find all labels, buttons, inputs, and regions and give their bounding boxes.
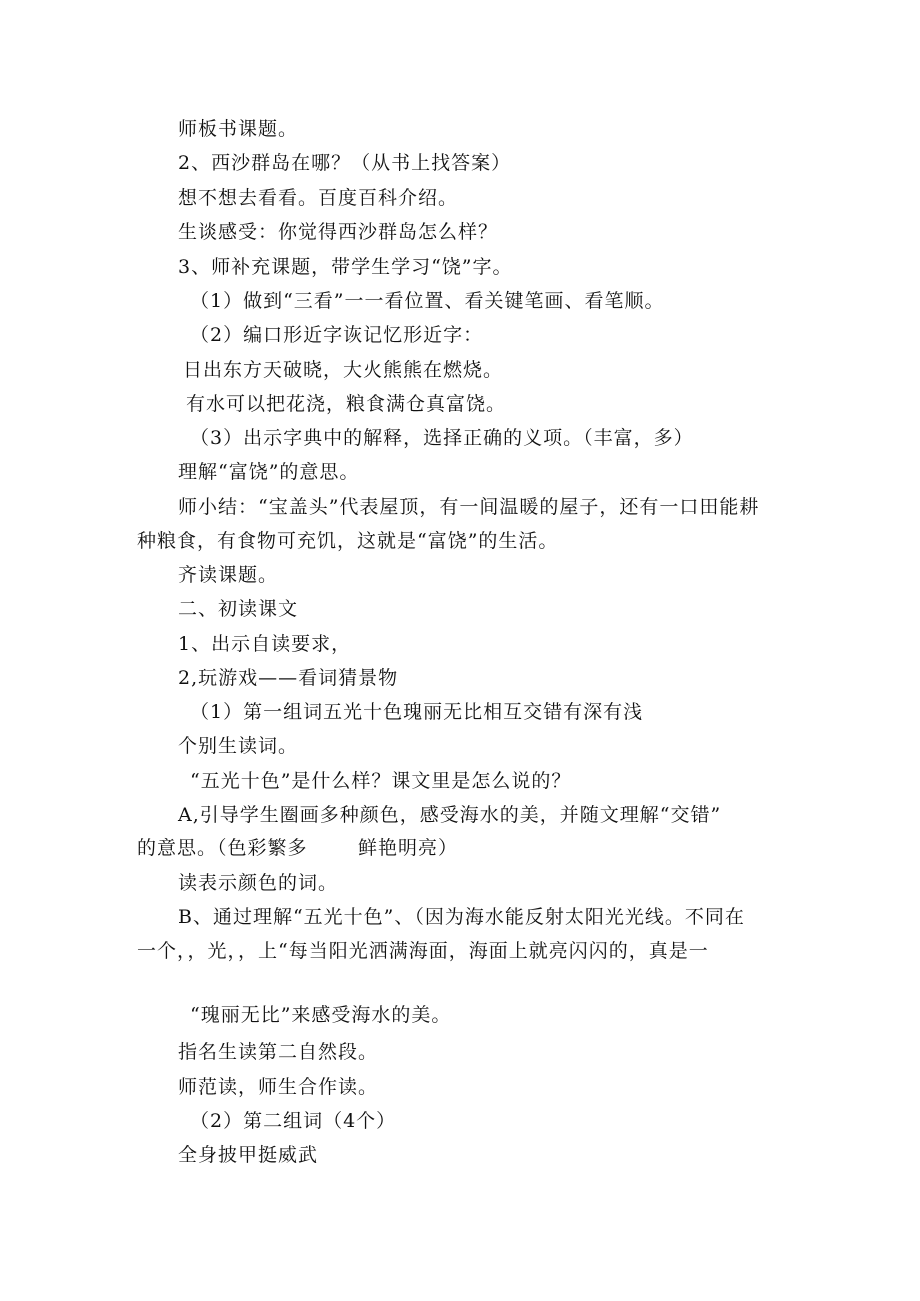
text-line: 的意思。（色彩繁多 bbox=[137, 837, 308, 859]
text-line: 师范读，师生合作读。 bbox=[178, 1076, 379, 1098]
text-line: 2,玩游戏——看词猜景物 bbox=[178, 667, 399, 689]
text-line: “瑰丽无比”来感受海水的美。 bbox=[190, 1004, 452, 1026]
text-line: 个别生读词。 bbox=[178, 735, 299, 757]
text-line: 二、初读课文 bbox=[178, 598, 299, 620]
text-line: B、通过理解“五光十色”、（因为海水能反射太阳光光线。不同在 bbox=[178, 906, 745, 928]
text-line: 齐读课题。 bbox=[178, 564, 279, 586]
text-line: 读表示颜色的词。 bbox=[178, 872, 339, 894]
text-line: “五光十色”是什么样？课文里是怎么说的？ bbox=[190, 770, 572, 792]
text-line: 3、师补充课题，带学生学习“饶”字。 bbox=[178, 256, 513, 278]
text-line: 种粮食，有食物可充饥，这就是“富饶”的生活。 bbox=[137, 530, 559, 552]
text-line: 1、出示自读要求， bbox=[178, 633, 352, 655]
text-line: （1）第一组词五光十色瑰丽无比相互交错有深有浅 bbox=[190, 701, 644, 723]
text-line: （3）出示字典中的解释，选择正确的义项。（丰富，多） bbox=[190, 427, 694, 449]
text-line: （2）第二组词（4个） bbox=[190, 1110, 397, 1132]
text-line: 指名生读第二自然段。 bbox=[178, 1041, 379, 1063]
text-line: （2）编口形近字诙记忆形近字： bbox=[190, 324, 484, 346]
text-line: 全身披甲挺威武 bbox=[178, 1144, 319, 1166]
text-line: 一个，，光，，上“每当阳光洒满海面，海面上就亮闪闪的，真是一 bbox=[137, 940, 709, 962]
text-line: A,引导学生圈画多种颜色，感受海水的美，并随文理解“交错” bbox=[178, 804, 722, 826]
text-line: 2、西沙群岛在哪？（从书上找答案） bbox=[178, 152, 512, 174]
text-line: 日出东方天破晓，大火熊熊在燃烧。 bbox=[183, 359, 504, 381]
text-line: 想不想去看看。百度百科介绍。 bbox=[178, 187, 459, 209]
text-line: 有水可以把花浇，粮食满仓真富饶。 bbox=[186, 393, 507, 415]
text-line: 师板书课题。 bbox=[178, 118, 299, 140]
text-line: （1）做到“三看”一一看位置、看关键笔画、看笔顺。 bbox=[190, 290, 665, 312]
text-line: 生谈感受：你觉得西沙群岛怎么样？ bbox=[178, 221, 499, 243]
text-line: 鲜艳明亮） bbox=[358, 837, 459, 859]
text-line: 师小结：“宝盖头”代表屋顶，有一间温暖的屋子，还有一口田能耕 bbox=[178, 496, 760, 518]
text-line: 理解“富饶”的意思。 bbox=[178, 461, 360, 483]
